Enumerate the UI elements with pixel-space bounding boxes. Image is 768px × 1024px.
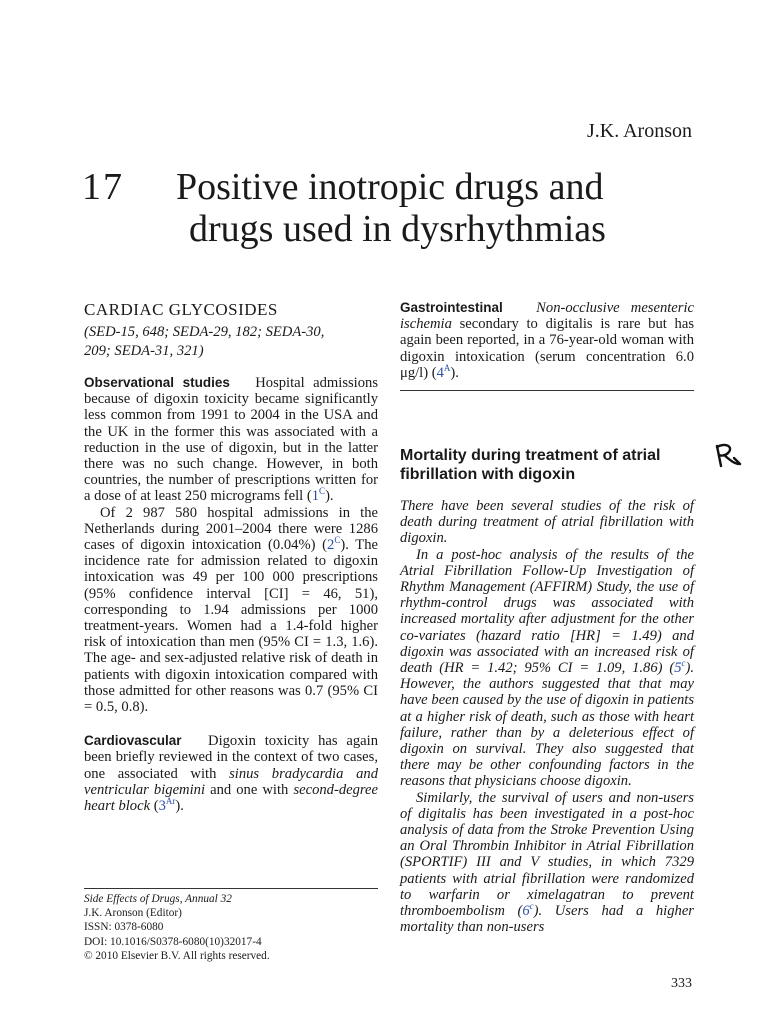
section-title: CARDIAC GLYCOSIDES: [84, 300, 278, 319]
paragraph-netherlands: Of 2 987 580 hospital admissions in the Netherlands during 2001–2004 there were 1286 cases of digoxin intoxication (0.04%) $(2^C)$. The incidence rate for admission related to digoxin intoxication was 49 per 100 000 prescriptions (95% confidence interval [CI] = 46, 51), corresponding to 1.94 admissions per 1000 treatment-years. Women had a 1.4-fold higher risk of intoxication than men (95% CI = 1.3, 1.6). The age- and sex-adjusted relative risk of death in patients with digoxin intoxication compared with those admitted for other reasons was 0.7 (95% CI = 0.5, 0.8).: [84, 504, 378, 716]
left-column: [84, 300, 378, 814]
paragraph-gastrointestinal: Gastrointestinal Non-occlusive mesenteric ischemia secondary to digitalis is rare but has again been reported, in a 76-year-old woman with digoxin intoxication (serum concentration 6.0 μg/l) $(4^A)$.: [400, 300, 695, 381]
cardiovascular-lead: Cardiovascular: [84, 733, 182, 749]
mortality-sportif: Similarly, the survival of users and non-users of digitalis has been investigated in a post-hoc analysis of data from the Stroke Prevention Using an Oral Thrombin Inhibitor in Atrial Fibrillation (SPORTIF) III and V studies, in which 7329 patients with atrial fibrillation were randomized to warfarin or ximelagatran to prevent thromboembolism (6$^c$). Users had a higher mortality than non-users: [400, 789, 694, 936]
paragraph-observational: Observational studies Hospital admissions because of digoxin toxicity became significantly less common from 1991 to 2004 in the USA and the UK in the former this was associated with a reduction in the use of digoxin, but in the latter there was no such change. However, in both countries, the number of prescriptions written for a dose of at least 250 micrograms fell $(1^C)$.: [84, 375, 379, 505]
mortality-section-body: [400, 498, 694, 935]
observational-lead: Observational studies: [84, 375, 230, 390]
mortality-intro: There have been several studies of the risk of death during treatment of atrial fibrillation with digoxin.: [400, 498, 694, 547]
ref-link-1[interactable]: $1^C$: [311, 486, 326, 505]
footer-copyright: © 2010 Elsevier B.V. All rights reserved.: [84, 949, 270, 962]
gi-divider: [400, 390, 694, 391]
chapter-title-line1: Positive inotropic drugs and: [176, 166, 604, 208]
author-name: J.K. Aronson: [586, 120, 692, 142]
chapter-number: 17: [82, 166, 124, 208]
publication-footer: [84, 892, 378, 963]
section-refs-line1: (SED-15, 648; SEDA-29, 182; SEDA-30,: [84, 324, 325, 340]
ref-link-6[interactable]: 6$^c$: [522, 901, 534, 920]
section-refs: [84, 323, 378, 361]
ref-link-5[interactable]: 5$^c$: [674, 658, 686, 677]
footer-divider: [84, 888, 378, 889]
ref-link-4[interactable]: $4^A$: [436, 362, 451, 381]
ref-link-2[interactable]: $2^C$: [327, 535, 341, 554]
gastrointestinal-lead: Gastrointestinal: [400, 300, 503, 315]
footer-series: Side Effects of Drugs, Annual 32: [84, 893, 232, 905]
mortality-section-title: Mortality during treatment of atrial fibrillation with digoxin: [400, 447, 661, 483]
chapter-title-line2: drugs used in dysrhythmias: [189, 208, 606, 250]
footer-doi: DOI: 10.1016/S0378-6080(10)32017-4: [84, 935, 262, 948]
ref-link-3[interactable]: $3^{Ar}$: [158, 796, 176, 815]
observational-text: Hospital admissions because of digoxin toxicity became significantly less common from 1991 to 2004 in the USA and the UK in the former this was associated with a reduction in the use of digoxin, but in the latter there was no such change. However, in both countries, the number of prescriptions written for a dose of at least 250 micrograms fell (: [84, 375, 379, 505]
section-refs-line2: 209; SEDA-31, 321): [84, 343, 204, 359]
footer-editor: J.K. Aronson (Editor): [84, 907, 182, 920]
page-number: 333: [671, 976, 692, 991]
footer-issn: ISSN: 0378-6080: [84, 921, 164, 934]
handwritten-r-mark-icon: [712, 442, 746, 472]
mortality-affirm: In a post-hoc analysis of the results of the Atrial Fibrillation Follow-Up Investigation of Rhythm Management (AFFIRM) Study, the use of rhythm-control drugs was associated with increased mortality after adjustment for the other co-variates (hazard ratio [HR] = 1.49) and digoxin was associated with an increased risk of death (HR = 1.42; 95% CI = 1.09, 1.86) (5$^c$). However, the authors suggested that that may have been caused by the use of digoxin in patients at a higher risk of death, such as those with heart failure, rather than by a deleterious effect of digoxin on survival. They also suggested that there may be other confounding factors in the reasons that physicians choose digoxin.: [400, 546, 694, 790]
right-column-top: [400, 300, 694, 381]
paragraph-cardiovascular: Cardiovascular Digoxin toxicity has again been briefly reviewed in the context of two cases, one associated with sinus bradycardia and ventricular bigemini and one with second-degree heart block $(3^{Ar})$.: [84, 733, 378, 815]
